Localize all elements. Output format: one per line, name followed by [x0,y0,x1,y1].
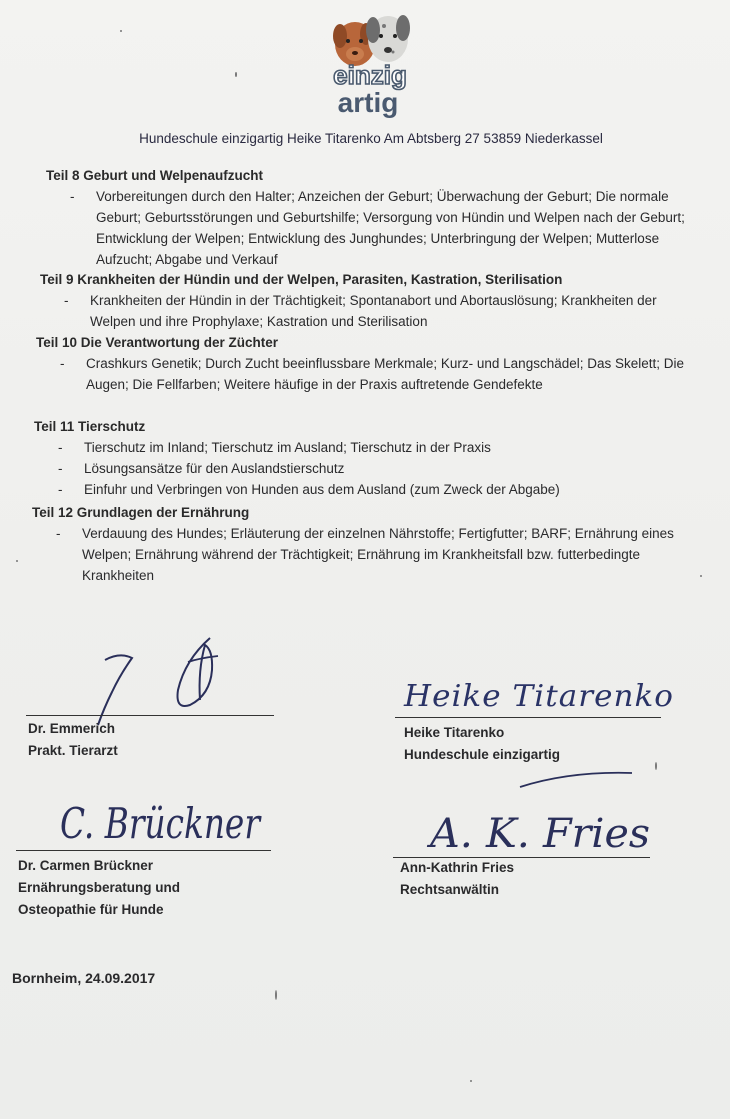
list-item: - Crashkurs Genetik; Durch Zucht beeinflussbare Merkmale; Kurz- und Langschädel; Das Skelett; Die Augen; Die Fellfarben; Weitere häufige in der Praxis auftretende Gendefekte [56,353,696,395]
svg-text:A. K. Fries: A. K. Fries [425,811,650,857]
section-teil-11 [34,416,699,500]
paper-speck [655,762,657,770]
paper-speck [275,990,277,1000]
section-title: Teil 11 Tierschutz [34,419,146,434]
signature-line [26,715,274,716]
paper-speck [470,1080,472,1082]
list-item: - Vorbereitungen durch den Halter; Anzeichen der Geburt; Überwachung der Geburt; Die normale Geburt; Geburtsstörungen und Geburtshilfe; Versorgung von Hündin und Welpen nach der Geburt; Entwicklung der Welpen; Entwicklung des Junghundes; Unterbringung der Welpen; Mutterlose Aufzucht; Abgabe und Verkauf [66,186,706,270]
list-item: - Einfuhr und Verbringen von Hunden aus dem Ausland (zum Zweck der Abgabe) [54,479,699,500]
signatory-role: Ernährungsberatung und Osteopathie für Hunde [18,880,180,917]
paper-speck [16,560,18,562]
paper-speck [120,30,122,32]
section-title: Teil 8 Geburt und Welpenaufzucht [46,168,264,183]
company-logo [300,6,440,126]
signature-titarenko [400,670,680,720]
signatory-role: Hundeschule einzigartig [404,747,561,762]
signatory-brueckner [18,855,228,921]
signature-line [16,850,271,851]
signature-fries [420,765,660,860]
signatory-name: Dr. Carmen Brückner [18,858,154,873]
signatory-fries [400,857,514,901]
school-address-header: Hundeschule einzigartig Heike Titarenko Am Abtsberg 27 53859 Niederkassel [139,131,603,146]
list-item: - Tierschutz im Inland; Tierschutz im Ausland; Tierschutz in der Praxis [54,437,699,458]
signatory-role: Rechtsanwältin [400,882,500,897]
section-teil-10 [36,332,696,395]
signatory-role: Prakt. Tierarzt [28,743,118,758]
list-item: - Lösungsansätze für den Auslandstierschutz [54,458,699,479]
svg-text:einzig: einzig [333,60,407,90]
section-title: Teil 10 Die Verantwortung der Züchter [36,335,279,350]
signatory-name: Heike Titarenko [404,725,505,740]
svg-text:artig: artig [337,87,399,118]
svg-text:Heike Titarenko: Heike Titarenko [402,679,674,714]
signatory-titarenko [404,722,560,766]
section-teil-9 [40,269,705,332]
svg-text:C. Brückner: C. Brückner [60,799,263,848]
place-and-date: Bornheim, 24.09.2017 [12,970,156,986]
list-item: - Krankheiten der Hündin in der Trächtigkeit; Spontanabort und Abortauslösung; Krankheiten der Welpen und ihre Prophylaxe; Kastration und Sterilisation [60,290,705,332]
section-teil-12 [32,502,697,586]
signature-line [395,717,661,718]
signatory-name: Dr. Emmerich [28,721,116,736]
section-title: Teil 12 Grundlagen der Ernährung [32,505,250,520]
signatory-emmerich [28,718,118,762]
paper-speck [700,575,702,577]
section-teil-8 [46,165,706,270]
section-title: Teil 9 Krankheiten der Hündin und der Welpen, Parasiten, Kastration, Sterilisation [40,272,563,287]
signatory-name: Ann-Kathrin Fries [400,860,515,875]
two-dogs-logo-icon [300,6,440,126]
list-item: - Verdauung des Hundes; Erläuterung der einzelnen Nährstoffe; Fertigfutter; BARF; Ernährung eines Welpen; Ernährung während der Trächtigkeit; Ernährung im Krankheitsfall bzw. futterbedingte Krankheiten [52,523,697,586]
signature-brueckner [50,790,280,850]
paper-speck [235,72,237,77]
